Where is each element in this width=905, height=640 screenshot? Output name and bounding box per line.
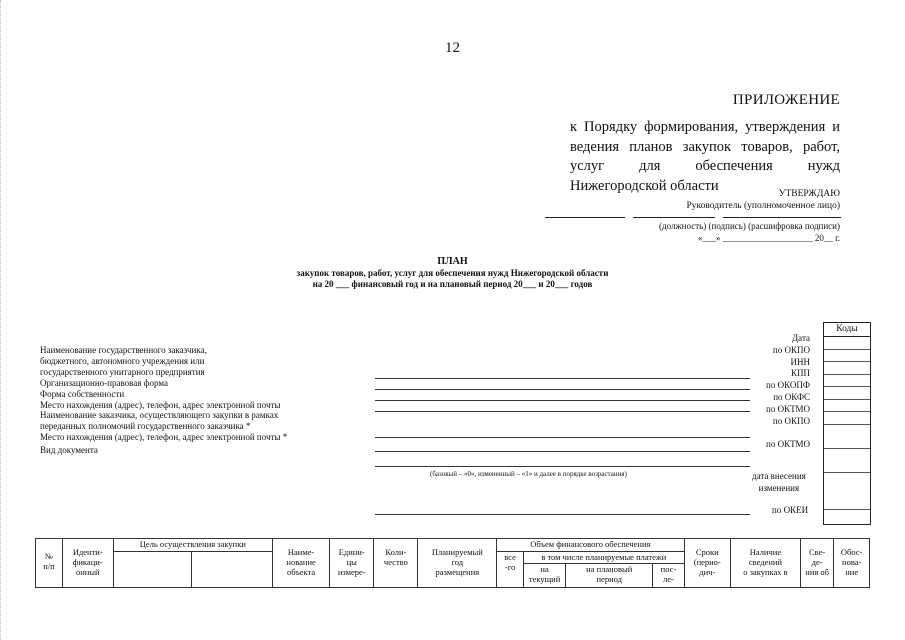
- form-label: Форма собственности: [40, 388, 125, 399]
- col-goal: Цель осуществления закупки: [113, 539, 272, 552]
- code-cell: [824, 337, 870, 350]
- col-after: [653, 564, 684, 588]
- plan-table: [35, 538, 870, 588]
- code-label-oktmo: по ОКТМО: [766, 404, 810, 414]
- col-planned-period: [566, 564, 653, 588]
- header-text: нова-: [842, 557, 862, 567]
- form-label: государственного унитарного предприятия: [40, 366, 205, 377]
- header-text: текущий: [528, 574, 561, 584]
- form-label: Вид документа: [40, 445, 98, 456]
- appendix-title: ПРИЛОЖЕНИЕ: [732, 92, 840, 108]
- header-text: все: [504, 552, 516, 562]
- code-label-okopf: по ОКОПФ: [766, 380, 810, 390]
- codes-column: [823, 322, 871, 525]
- plan-title: ПЛАН: [437, 256, 468, 267]
- codes-header: Коды: [824, 323, 870, 337]
- appendix-body: к Порядку формирования, утверждения и ведения планов закупок товаров, работ, услуг для обеспечения нужд Нижегородской области: [570, 119, 840, 194]
- code-cell: [824, 362, 870, 375]
- code-label-okfs: по ОКФС: [773, 392, 810, 402]
- plan-subtitle-2: на 20 ___ финансовый год и на плановый период 20___ и 20___ годов: [312, 279, 593, 289]
- col-current: [524, 564, 566, 588]
- fill-line: [375, 411, 750, 412]
- header-text: ле-: [663, 574, 674, 584]
- code-cell: [824, 425, 870, 449]
- fill-line: [375, 514, 750, 515]
- header-text: на: [540, 564, 549, 574]
- fill-line: [375, 437, 750, 438]
- col-including: в том числе планируемые платежи: [524, 552, 685, 564]
- header-text: пос-: [660, 564, 677, 574]
- col-planned-year: [418, 539, 497, 588]
- header-text: нование: [286, 557, 316, 567]
- code-cell: [824, 473, 870, 510]
- form-label: переданных полномочий государственного заказчика *: [40, 421, 251, 432]
- form-label: Наименование государственного заказчика,: [40, 345, 207, 355]
- code-cell: [824, 400, 870, 413]
- header-text: п/п: [43, 561, 55, 571]
- form-label: Наименование заказчика, осуществляющего закупки в рамках: [40, 410, 279, 421]
- header-text: фикаци-: [72, 557, 103, 567]
- header-text: чество: [383, 557, 408, 567]
- approval-word: УТВЕРЖДАЮ: [778, 189, 840, 199]
- header-text: Сроки: [695, 547, 719, 557]
- signature-lines: [545, 217, 841, 218]
- header-text: Едини-: [338, 547, 365, 557]
- header-text: -го: [504, 562, 516, 572]
- header-text: онный: [75, 567, 100, 577]
- col-financial-volume: Объем финансового обеспечения: [497, 539, 684, 552]
- header-text: (перио-: [693, 557, 721, 567]
- header-text: Наличие: [749, 547, 782, 557]
- code-label-kpp: КПП: [790, 368, 810, 378]
- col-unit: [330, 539, 374, 588]
- header-text: размещения: [435, 567, 480, 577]
- code-label-inn: ИНН: [790, 357, 810, 367]
- fill-line: [375, 378, 750, 379]
- header-text: ние: [845, 567, 859, 577]
- page-number: 12: [445, 40, 460, 56]
- col-terms: [684, 539, 730, 588]
- doc-type-hint: (базовый – «0», измененный – «1» и далее в порядке возрастания): [430, 470, 627, 478]
- form-labels: [40, 345, 340, 456]
- header-text: Планируемый: [431, 547, 483, 557]
- fill-line: [375, 466, 750, 467]
- header-text: объекта: [287, 567, 316, 577]
- header-text: Обос-: [840, 547, 863, 557]
- col-info-about: [800, 539, 833, 588]
- header-text: дич-: [699, 567, 716, 577]
- code-cell: [824, 350, 870, 363]
- code-cell: [824, 412, 870, 425]
- header-text: Иденти-: [72, 547, 103, 557]
- approval-date-line: «___» ____________________ 20__ г.: [697, 233, 840, 243]
- approval-block: [686, 188, 840, 212]
- col-total: [497, 552, 524, 588]
- code-label-okpo-2: по ОКПО: [772, 416, 810, 426]
- fill-line: [375, 389, 750, 390]
- header-text: на плановый: [586, 564, 633, 574]
- header-text: сведений: [748, 557, 783, 567]
- code-cell: [824, 375, 870, 388]
- goal-sub-1: [113, 552, 192, 588]
- code-label-okpo: по ОКПО: [772, 345, 810, 355]
- name-line: [723, 217, 841, 218]
- col-identifier: [62, 539, 113, 588]
- form-label: Организационно-правовая форма: [40, 377, 168, 388]
- form-label: Место нахождения (адрес), телефон, адрес электронной почты *: [40, 432, 288, 443]
- position-line: [545, 217, 625, 218]
- header-text: год: [451, 557, 464, 567]
- code-cell: [824, 449, 870, 473]
- code-label-oktmo-2: по ОКТМО: [766, 439, 810, 449]
- goal-sub-2: [192, 552, 273, 588]
- header-text: Коли-: [385, 547, 407, 557]
- approval-head: Руководитель (уполномоченное лицо): [686, 201, 840, 211]
- okei-label: по ОКЕИ: [772, 505, 809, 515]
- header-text: Све-: [809, 547, 826, 557]
- header-text: о закупках в: [743, 567, 788, 577]
- header-text: период: [596, 574, 622, 584]
- scan-edge: [0, 0, 5, 640]
- code-cell: [824, 510, 870, 524]
- header-text: де-: [811, 557, 823, 567]
- header-text: ния об: [805, 567, 829, 577]
- date-change-line: изменения: [758, 483, 800, 493]
- form-label: Место нахождения (адрес), телефон, адрес электронной почты: [40, 399, 281, 410]
- signature-caption: (должность) (подпись) (расшифровка подписи): [659, 221, 840, 231]
- fill-line: [375, 400, 750, 401]
- header-text: Наиме-: [287, 547, 315, 557]
- code-cell: [824, 387, 870, 400]
- form-label: бюджетного, автономного учреждения или: [40, 355, 205, 366]
- header-text: измере-: [337, 567, 366, 577]
- header-text: №: [44, 551, 54, 561]
- header-text: цы: [346, 557, 357, 567]
- code-label-date: Дата: [792, 333, 810, 343]
- col-name: [273, 539, 330, 588]
- date-change-line: дата внесения: [752, 471, 806, 481]
- col-justification: [834, 539, 870, 588]
- col-no: [36, 539, 63, 588]
- col-quantity: [374, 539, 418, 588]
- plan-subtitle-1: закупок товаров, работ, услуг для обеспечения нужд Нижегородской области: [296, 268, 609, 278]
- signature-line: [633, 217, 715, 218]
- fill-line: [375, 451, 750, 452]
- col-info: [730, 539, 800, 588]
- date-change-label: [752, 470, 806, 494]
